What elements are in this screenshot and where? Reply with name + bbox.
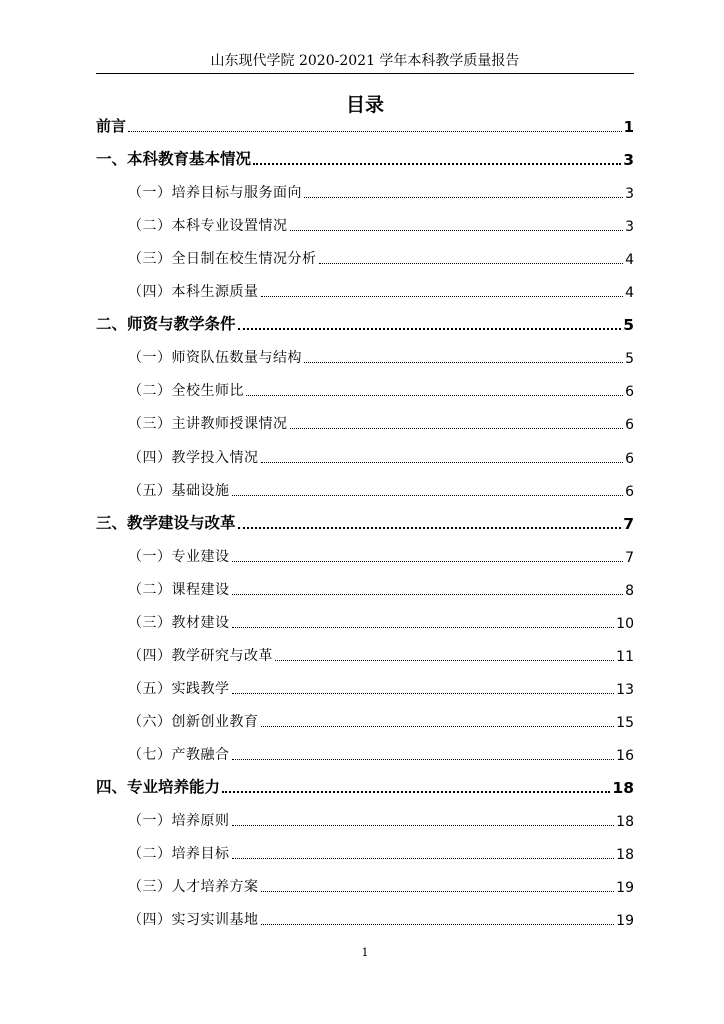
toc-entry-page: 6 (625, 450, 634, 467)
toc-entry-label: （三）全日制在校生情况分析 (128, 251, 317, 268)
toc-entry[interactable] (96, 279, 634, 301)
toc-entry-label: 前言 (96, 117, 127, 135)
toc-entry-page: 7 (623, 514, 634, 533)
toc-entry[interactable] (96, 345, 634, 367)
toc-entry-label: （四）本科生源质量 (128, 284, 259, 301)
toc-dot-leader (128, 131, 622, 132)
toc-entry[interactable] (96, 709, 634, 731)
toc-entry-page: 5 (623, 316, 634, 335)
toc-dot-leader (232, 825, 615, 826)
toc-entry-label: 一、本科教育基本情况 (96, 150, 252, 169)
toc-dot-leader (261, 924, 615, 925)
toc-entry-page: 19 (616, 913, 634, 930)
toc-entry-label: （一）师资队伍数量与结构 (128, 350, 302, 367)
toc-entry-page: 3 (625, 186, 634, 203)
toc-entry-page: 15 (616, 714, 634, 731)
toc-dot-leader (319, 263, 624, 264)
toc-entry[interactable] (96, 213, 634, 235)
toc-entry-page: 13 (616, 681, 634, 698)
toc-dot-leader (232, 495, 624, 496)
toc-dot-leader (253, 163, 621, 165)
toc-entry-page: 19 (616, 880, 634, 897)
toc-entry-label: （三）人才培养方案 (128, 879, 259, 896)
toc-entry-label: （二）课程建设 (128, 581, 230, 598)
toc-entry-label: （二）培养目标 (128, 846, 230, 863)
toc-dot-leader (261, 296, 624, 297)
toc-dot-leader (232, 759, 615, 760)
toc-entry[interactable] (96, 841, 634, 863)
toc-entry-page: 4 (625, 285, 634, 302)
toc-entry[interactable] (96, 676, 634, 698)
toc-entry[interactable] (96, 544, 634, 566)
toc-entry[interactable] (96, 411, 634, 433)
toc-entry[interactable] (96, 577, 634, 599)
toc-entry[interactable] (96, 147, 634, 169)
toc-dot-leader (261, 462, 624, 463)
toc-entry-page: 18 (612, 779, 634, 797)
toc-entry[interactable] (96, 610, 634, 632)
toc-entry-page: 7 (625, 549, 634, 566)
toc-entry-label: （四）教学研究与改革 (128, 647, 273, 664)
toc-dot-leader (238, 328, 622, 330)
toc-entry-page: 11 (616, 648, 634, 665)
toc-entry-label: （四）教学投入情况 (128, 449, 259, 466)
toc-entry[interactable] (96, 312, 634, 334)
toc-entry-label: （一）专业建设 (128, 548, 230, 565)
toc-dot-leader (275, 660, 614, 661)
toc-entry-page: 8 (625, 582, 634, 599)
toc-entry-label: 三、教学建设与改革 (96, 513, 236, 532)
toc-entry[interactable] (96, 808, 634, 830)
toc-entry[interactable] (96, 742, 634, 764)
report-header-title: 山东现代学院 2020-2021 学年本科教学质量报告 (210, 53, 520, 69)
toc-entry-label: （一）培养目标与服务面向 (128, 185, 302, 202)
toc-entry[interactable] (96, 511, 634, 533)
toc-entry-label: 二、师资与教学条件 (96, 315, 236, 334)
toc-dot-leader (232, 594, 624, 595)
toc-dot-leader (232, 561, 624, 562)
toc-heading: 目录 (345, 94, 384, 116)
toc-entry[interactable] (96, 180, 634, 202)
toc-entry-page: 18 (616, 814, 634, 831)
toc-entry-label: （三）主讲教师授课情况 (128, 416, 288, 433)
toc-entry[interactable] (96, 378, 634, 400)
toc-entry-page: 6 (625, 417, 634, 434)
toc-entry-page: 3 (623, 151, 634, 170)
toc-entry-label: （五）实践教学 (128, 680, 230, 697)
toc-entry-label: （七）产教融合 (128, 746, 230, 763)
toc-dot-leader (238, 527, 622, 529)
header-divider (96, 73, 634, 74)
toc-entry[interactable] (96, 643, 634, 665)
toc-entry[interactable] (96, 874, 634, 896)
toc-entry-label: （三）教材建设 (128, 614, 230, 631)
toc-entry-label: （二）全校生师比 (128, 383, 244, 400)
toc-entry-page: 6 (625, 384, 634, 401)
toc-entry-page: 3 (625, 219, 634, 236)
toc-entry-page: 6 (625, 483, 634, 500)
toc-dot-leader (232, 858, 615, 859)
toc-dot-leader (232, 693, 615, 694)
toc-entry[interactable] (96, 907, 634, 929)
toc-entry[interactable] (96, 114, 634, 136)
toc-entry-label: 四、专业培养能力 (96, 778, 221, 796)
toc-dot-leader (290, 428, 624, 429)
toc-entry-label: （六）创新创业教育 (128, 713, 259, 730)
toc-entry-page: 1 (623, 118, 634, 136)
toc-entry[interactable] (96, 775, 634, 797)
toc-entry[interactable] (96, 246, 634, 268)
toc-entry[interactable] (96, 478, 634, 500)
toc-dot-leader (222, 791, 610, 793)
toc-dot-leader (232, 627, 615, 628)
toc-entry-label: （五）基础设施 (128, 482, 230, 499)
toc-entry-page: 5 (625, 351, 634, 368)
footer-page-number: 1 (361, 946, 369, 959)
toc-dot-leader (261, 891, 615, 892)
toc-entry-page: 4 (625, 252, 634, 269)
toc-entry-page: 16 (616, 747, 634, 764)
toc-dot-leader (246, 395, 623, 396)
toc-entry-label: （四）实习实训基地 (128, 912, 259, 929)
toc-entry-label: （一）培养原则 (128, 813, 230, 830)
toc-dot-leader (304, 197, 623, 198)
toc-entry[interactable] (96, 445, 634, 467)
toc-dot-leader (304, 362, 623, 363)
toc-entry-label: （二）本科专业设置情况 (128, 218, 288, 235)
toc-entry-page: 18 (616, 847, 634, 864)
toc-dot-leader (290, 230, 624, 231)
toc-entry-page: 10 (616, 615, 634, 632)
toc-dot-leader (261, 726, 615, 727)
